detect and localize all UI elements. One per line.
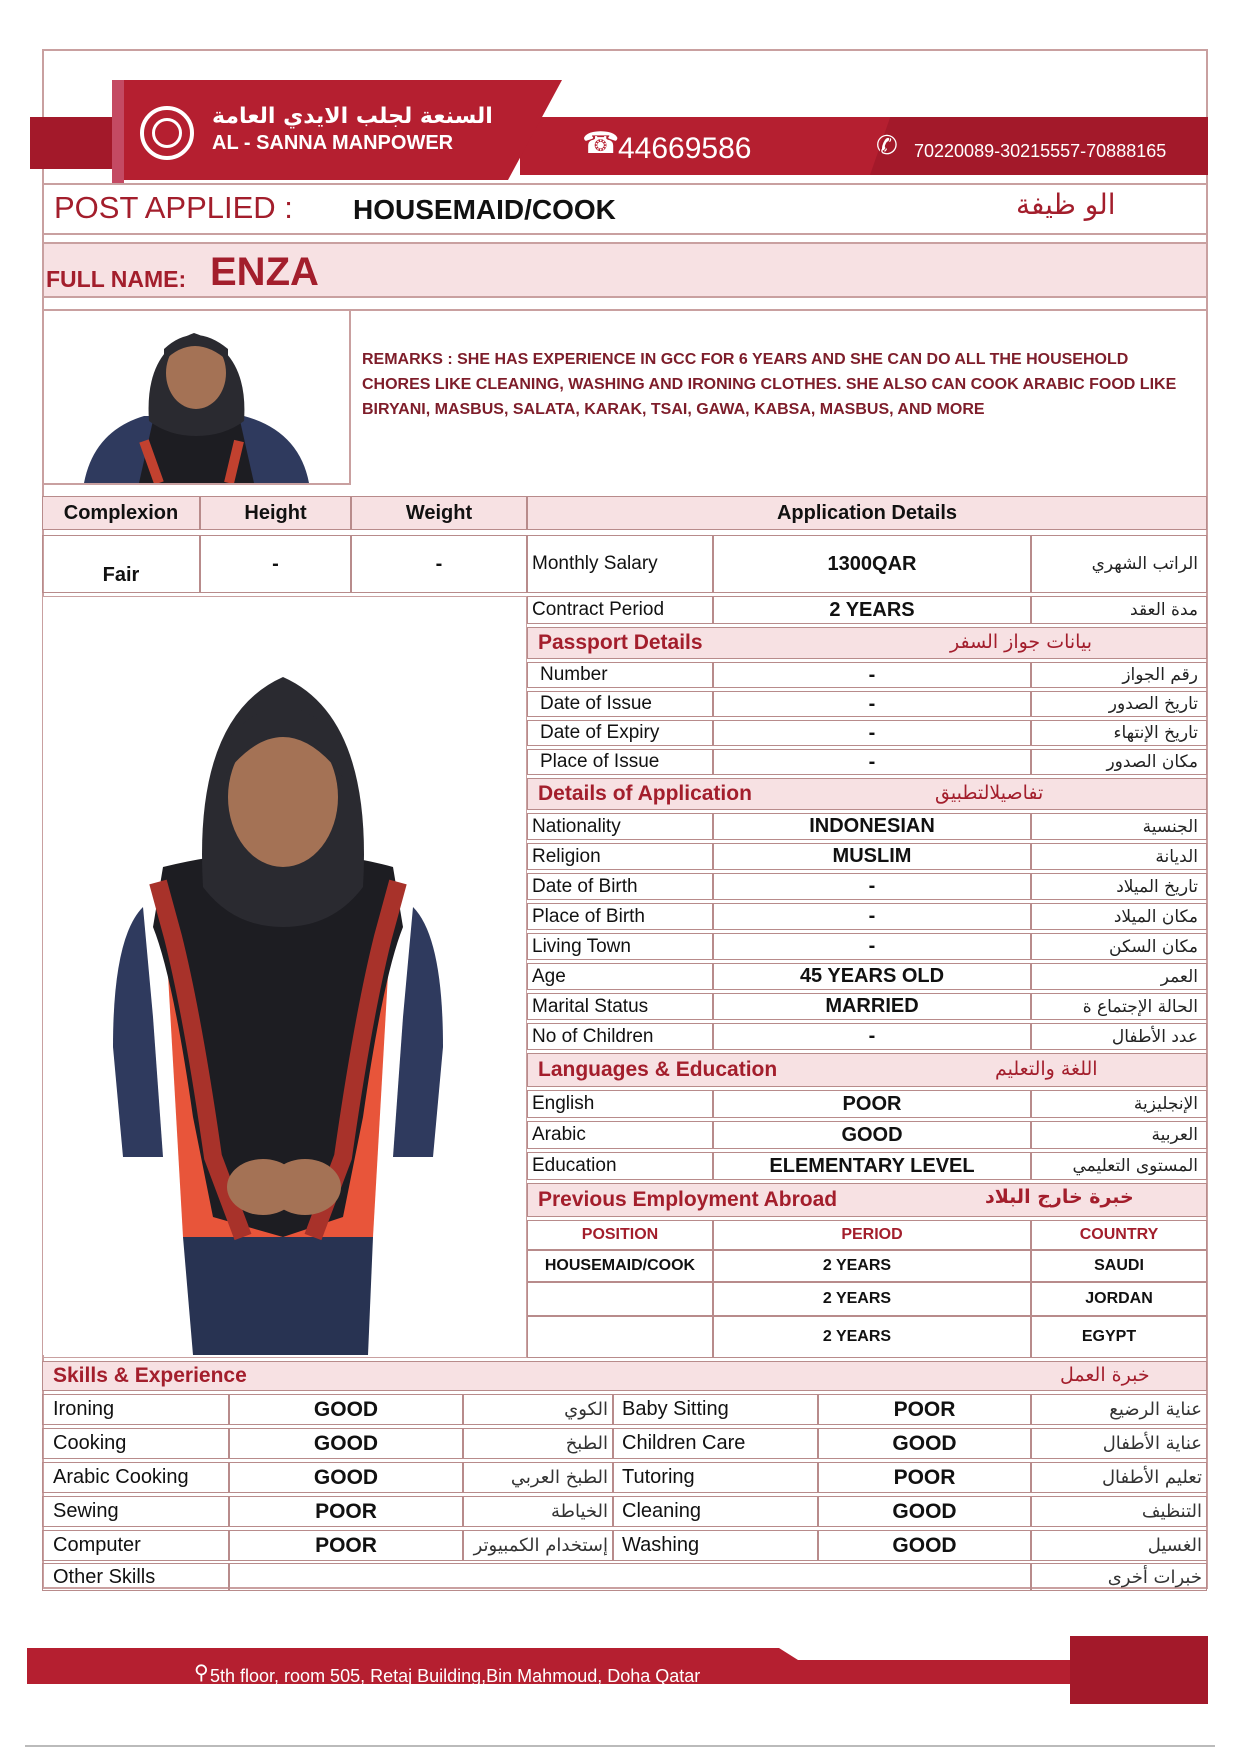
skill-label: Baby Sitting: [613, 1394, 818, 1425]
passport-row-value: -: [713, 691, 1031, 717]
details-row-arabic: مكان السكن: [1031, 933, 1207, 960]
skill-label: Arabic Cooking: [42, 1462, 229, 1493]
skill-arabic: إستخدام الكمبيوتر: [463, 1530, 613, 1561]
details-row-arabic: الجنسية: [1031, 813, 1207, 840]
weight-header: Weight: [351, 496, 527, 530]
skill-label: Washing: [613, 1530, 818, 1561]
post-applied-label: POST APPLIED :: [54, 190, 293, 225]
passport-row-label: Number: [527, 662, 713, 688]
skill-value: POOR: [229, 1496, 463, 1527]
height-header: Height: [200, 496, 351, 530]
skill-arabic: الغسيل: [1031, 1530, 1207, 1561]
contract-period-label: Contract Period: [527, 596, 713, 624]
skill-value: GOOD: [229, 1394, 463, 1425]
skill-arabic: الخياطة: [463, 1496, 613, 1527]
header-logo-edge: [112, 80, 124, 184]
phone-number: 44669586: [618, 132, 752, 165]
employment-period-header: PERIOD: [713, 1220, 1031, 1250]
employment-country: EGYPT: [1031, 1316, 1207, 1358]
details-row-value: -: [713, 1023, 1031, 1050]
contract-period-value: 2 YEARS: [713, 596, 1031, 624]
previous-employment-header: Previous Employment Abroad: [527, 1183, 1207, 1217]
passport-row-arabic: رقم الجواز: [1031, 662, 1207, 688]
skill-label: Computer: [42, 1530, 229, 1561]
details-row-arabic: تاريخ الميلاد: [1031, 873, 1207, 900]
details-row-label: Nationality: [527, 813, 713, 840]
passport-row-value: -: [713, 720, 1031, 746]
details-row-value: MARRIED: [713, 993, 1031, 1020]
details-row-label: Date of Birth: [527, 873, 713, 900]
employment-position: [527, 1282, 713, 1316]
details-row-label: Age: [527, 963, 713, 990]
passport-row-value: -: [713, 749, 1031, 775]
skill-value: POOR: [818, 1394, 1031, 1425]
employment-period: 2 YEARS: [713, 1282, 1031, 1316]
passport-row-label: Place of Issue: [527, 749, 713, 775]
telephone-icon: ☎: [582, 127, 620, 160]
languages-education-header-arabic: اللغة والتعليم: [995, 1058, 1098, 1080]
other-skills-label: Other Skills: [42, 1563, 229, 1591]
passport-details-header-arabic: بيانات جواز السفر: [950, 631, 1092, 653]
skill-arabic: التنظيف: [1031, 1496, 1207, 1527]
details-row-arabic: العمر: [1031, 963, 1207, 990]
details-row-label: Place of Birth: [527, 903, 713, 930]
language-row-label: Education: [527, 1152, 713, 1180]
languages-education-header: Languages & Education: [527, 1053, 1207, 1087]
large-photo-image: [43, 597, 524, 1355]
skill-label: Sewing: [42, 1496, 229, 1527]
language-row-arabic: العربية: [1031, 1121, 1207, 1149]
employment-country: SAUDI: [1031, 1250, 1207, 1282]
small-photo-image: [44, 311, 349, 483]
language-row-arabic: المستوى التعليمي: [1031, 1152, 1207, 1180]
language-row-value: GOOD: [713, 1121, 1031, 1149]
large-photo: [42, 596, 527, 1358]
skill-value: GOOD: [818, 1496, 1031, 1527]
language-row-label: Arabic: [527, 1121, 713, 1149]
details-row-arabic: الديانة: [1031, 843, 1207, 870]
contract-period-arabic: مدة العقد: [1031, 596, 1207, 624]
passport-row-label: Date of Expiry: [527, 720, 713, 746]
height-value: -: [200, 535, 351, 593]
details-of-application-header: Details of Application: [527, 778, 1207, 810]
skill-arabic: تعليم الأطفال: [1031, 1462, 1207, 1493]
previous-employment-header-arabic: خبرة خارج البلاد: [985, 1186, 1134, 1208]
details-row-label: No of Children: [527, 1023, 713, 1050]
details-row-arabic: الحالة الإجتماع ة: [1031, 993, 1207, 1020]
company-name: AL - SANNA MANPOWER: [212, 132, 454, 154]
skill-label: Cooking: [42, 1428, 229, 1459]
passport-row-arabic: تاريخ الإنتهاء: [1031, 720, 1207, 746]
skill-label: Tutoring: [613, 1462, 818, 1493]
passport-row-arabic: مكان الصدور: [1031, 749, 1207, 775]
other-skills-arabic: خبرات أخرى: [1031, 1563, 1207, 1591]
employment-period: 2 YEARS: [713, 1250, 1031, 1282]
employment-country-header: COUNTRY: [1031, 1220, 1207, 1250]
application-details-header: Application Details: [527, 496, 1207, 530]
skill-label: Children Care: [613, 1428, 818, 1459]
skill-value: GOOD: [818, 1428, 1031, 1459]
skill-arabic: عناية الرضيع: [1031, 1394, 1207, 1425]
monthly-salary-arabic: الراتب الشهري: [1031, 535, 1207, 593]
details-row-value: -: [713, 933, 1031, 960]
language-row-label: English: [527, 1090, 713, 1118]
skill-arabic: الكوي: [463, 1394, 613, 1425]
skill-arabic: عناية الأطفال: [1031, 1428, 1207, 1459]
full-name-label: FULL NAME:: [46, 266, 187, 292]
company-name-arabic: السنعة لجلب الايدي العامة: [212, 104, 493, 129]
details-row-value: MUSLIM: [713, 843, 1031, 870]
language-row-value: ELEMENTARY LEVEL: [713, 1152, 1031, 1180]
globe-logo-icon: [140, 106, 194, 160]
skills-experience-header-arabic: خبرة العمل: [1060, 1364, 1150, 1386]
skill-value: GOOD: [229, 1462, 463, 1493]
details-row-value: -: [713, 873, 1031, 900]
employment-period: 2 YEARS: [713, 1316, 1031, 1358]
post-applied-label-arabic: الو ظيفة: [1016, 188, 1116, 221]
passport-row-value: -: [713, 662, 1031, 688]
details-row-value: 45 YEARS OLD: [713, 963, 1031, 990]
monthly-salary-value: 1300QAR: [713, 535, 1031, 593]
employment-position-header: POSITION: [527, 1220, 713, 1250]
details-row-value: -: [713, 903, 1031, 930]
details-row-label: Marital Status: [527, 993, 713, 1020]
skill-arabic: الطبخ: [463, 1428, 613, 1459]
other-skills-value: [229, 1563, 1031, 1591]
passport-details-header: Passport Details: [527, 627, 1207, 659]
skills-experience-header: Skills & Experience: [42, 1361, 1207, 1391]
monthly-salary-label: Monthly Salary: [527, 535, 713, 593]
language-row-value: POOR: [713, 1090, 1031, 1118]
small-photo: [42, 309, 351, 485]
details-row-arabic: مكان الميلاد: [1031, 903, 1207, 930]
mobile-phone-icon: ✆: [876, 130, 898, 160]
complexion-value: Fair: [42, 535, 200, 593]
footer-address: 5th floor, room 505, Retaj Building,Bin Mahmoud, Doha Qatar: [210, 1666, 701, 1686]
details-row-label: Religion: [527, 843, 713, 870]
footer-red-block: [1070, 1636, 1208, 1704]
bottom-divider: [25, 1745, 1215, 1747]
details-row-value: INDONESIAN: [713, 813, 1031, 840]
details-of-application-header-arabic: تفاصيلالتطبيق: [935, 782, 1044, 804]
passport-row-arabic: تاريخ الصدور: [1031, 691, 1207, 717]
passport-row-label: Date of Issue: [527, 691, 713, 717]
skill-value: POOR: [229, 1530, 463, 1561]
header-band-left: [30, 117, 120, 169]
employment-position: [527, 1316, 713, 1358]
location-pin-icon: ⚲: [194, 1662, 209, 1684]
details-row-label: Living Town: [527, 933, 713, 960]
remarks-text: REMARKS : SHE HAS EXPERIENCE IN GCC FOR 6 YEARS AND SHE CAN DO ALL THE HOUSEHOLD CHORES LIKE CLEANING, WASHING AND IRONING CLOTHES. SHE ALSO CAN COOK ARABIC FOOD LIKE BIRYANI, MASBUS, SALATA, KARAK, TSAI, GAWA, KABSA, MASBUS, AND MORE: [362, 351, 1177, 418]
weight-value: -: [351, 535, 527, 593]
skill-label: Cleaning: [613, 1496, 818, 1527]
details-row-arabic: عدد الأطفال: [1031, 1023, 1207, 1050]
skill-value: POOR: [818, 1462, 1031, 1493]
full-name-value: ENZA: [210, 250, 319, 294]
skill-label: Ironing: [42, 1394, 229, 1425]
skill-arabic: الطبخ العربي: [463, 1462, 613, 1493]
language-row-arabic: الإنجليزية: [1031, 1090, 1207, 1118]
post-applied-value: HOUSEMAID/COOK: [353, 194, 616, 225]
complexion-header: Complexion: [42, 496, 200, 530]
employment-country: JORDAN: [1031, 1282, 1207, 1316]
mobile-numbers: 70220089-30215557-70888165: [914, 141, 1167, 161]
skill-value: GOOD: [229, 1428, 463, 1459]
skill-value: GOOD: [818, 1530, 1031, 1561]
employment-position: HOUSEMAID/COOK: [527, 1250, 713, 1282]
